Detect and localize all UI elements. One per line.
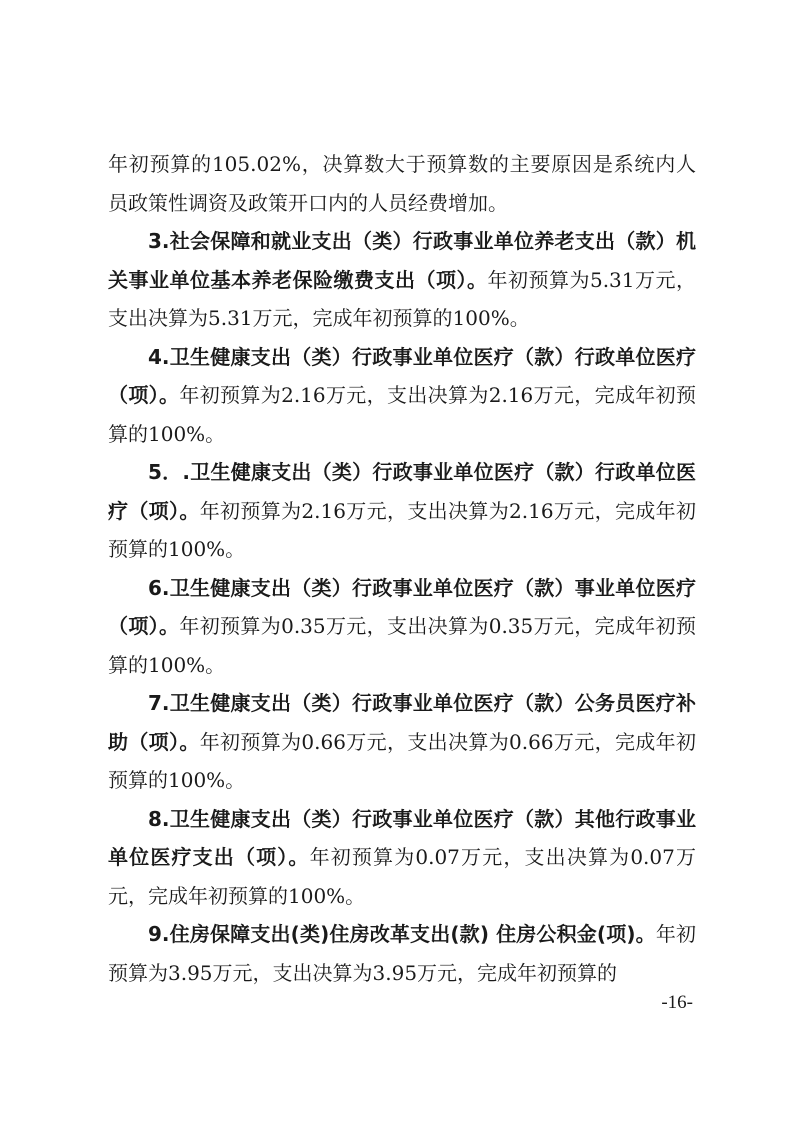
paragraph-text: 年初预算为5.31万元，支出决算为5.31万元，完成年初预算的100%。 bbox=[108, 267, 697, 330]
paragraph-item-3 bbox=[108, 222, 696, 338]
paragraph-item-7 bbox=[108, 684, 696, 800]
paragraph-heading: 6.卫生健康支出（类）行政事业单位医疗（款）事业单位医疗（项）。 bbox=[108, 575, 696, 638]
paragraph-text: 年初预算为0.66万元，支出决算为0.66万元，完成年初预算的100%。 bbox=[108, 729, 696, 792]
paragraph-heading: 3.社会保障和就业支出（类）行政事业单位养老支出（款）机关事业单位基本养老保险缴费支出（项）。 bbox=[108, 229, 696, 292]
paragraph-item-9 bbox=[108, 915, 696, 992]
paragraph-heading: 8.卫生健康支出（类）行政事业单位医疗（款）其他行政事业单位医疗支出（项）。 bbox=[108, 806, 696, 869]
paragraph-heading: 5．.卫生健康支出（类）行政事业单位医疗（款）行政单位医疗（项）。 bbox=[108, 460, 696, 523]
paragraph-item-6 bbox=[108, 569, 696, 685]
paragraph-text: 年初预算为0.07万元，支出决算为0.07万元，完成年初预算的100%。 bbox=[108, 845, 697, 908]
paragraph-item-4 bbox=[108, 338, 696, 454]
paragraph-text: 年初预算为2.16万元，支出决算为2.16万元，完成年初预算的100%。 bbox=[108, 498, 696, 561]
document-body bbox=[108, 145, 696, 992]
paragraph-item-5 bbox=[108, 453, 696, 569]
page-number: -16- bbox=[661, 992, 693, 1013]
paragraph-text: 年初预算的105.02%，决算数大于预算数的主要原因是系统内人员政策性调资及政策开口内的人员经费增加。 bbox=[108, 152, 696, 215]
paragraph-item-8 bbox=[108, 800, 696, 916]
paragraph-text: 年初预算为0.35万元，支出决算为0.35万元，完成年初预算的100%。 bbox=[108, 614, 696, 677]
paragraph-heading: 7.卫生健康支出（类）行政事业单位医疗（款）公务员医疗补助（项）。 bbox=[108, 691, 696, 754]
paragraph-continuation bbox=[108, 145, 696, 222]
paragraph-text: 年初预算为3.95万元，支出决算为3.95万元，完成年初预算的 bbox=[108, 922, 697, 985]
paragraph-heading: 9.住房保障支出(类)住房改革支出(款) 住房公积金(项)。 bbox=[148, 922, 656, 946]
paragraph-heading: 4.卫生健康支出（类）行政事业单位医疗（款）行政单位医疗（项）。 bbox=[108, 344, 696, 407]
paragraph-text: 年初预算为2.16万元，支出决算为2.16万元，完成年初预算的100%。 bbox=[108, 383, 696, 446]
